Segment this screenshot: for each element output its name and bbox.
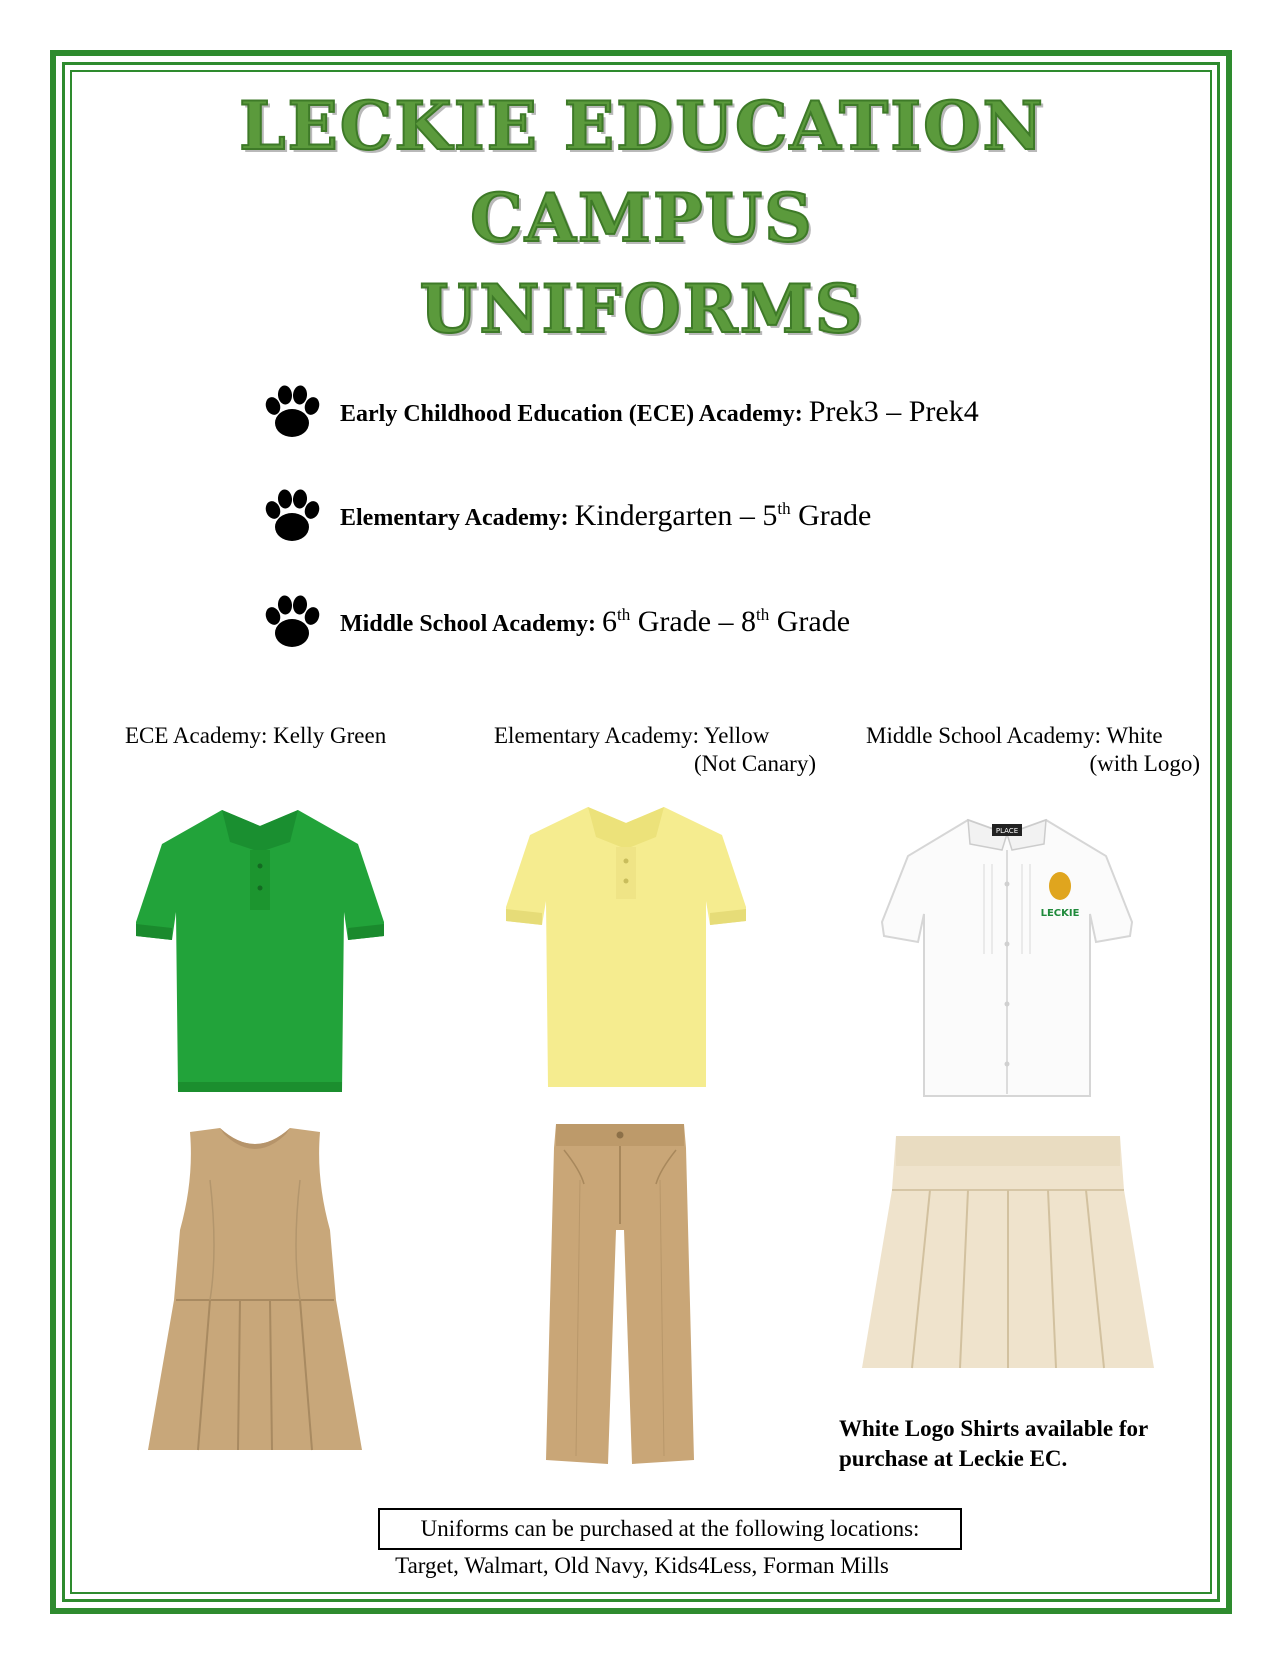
purchase-locations-box: Uniforms can be purchased at the following locations: (378, 1508, 962, 1550)
academy-name: Elementary Academy: (340, 505, 569, 531)
title-line-2: CAMPUS (470, 179, 814, 257)
academy-name: Middle School Academy: (340, 611, 596, 637)
svg-text:PLACE: PLACE (995, 827, 1019, 835)
academy-row-elementary (262, 484, 871, 548)
academy-range: Prek3 – Prek4 (808, 395, 979, 428)
paw-print-icon (262, 382, 322, 442)
middle-column-label: Middle School Academy: White (with Logo) (866, 723, 1200, 776)
yellow-polo-image (496, 795, 756, 1091)
academy-range: 6th Grade – 8th Grade (602, 605, 851, 638)
logo-shirt-note: White Logo Shirts available for purchase at Leckie EC. (839, 1416, 1149, 1471)
store-list: Target, Walmart, Old Navy, Kids4Less, Forman Mills (395, 1553, 889, 1578)
paw-print-icon (262, 592, 322, 652)
khaki-jumper-dress-image (140, 1120, 370, 1460)
white-logo-blouse-image (874, 804, 1140, 1104)
paw-print-icon (262, 486, 322, 546)
ece-column-label: ECE Academy: Kelly Green (125, 723, 387, 748)
academy-row-ece (262, 380, 979, 444)
title-line-3: UNIFORMS (419, 270, 865, 348)
academy-row-middle (262, 590, 850, 654)
academy-name: Early Childhood Education (ECE) Academy: (340, 401, 803, 427)
light-khaki-skirt-image (858, 1130, 1158, 1380)
kelly-green-polo-image (130, 800, 390, 1096)
svg-text:LECKIE: LECKIE (1040, 908, 1080, 919)
title-line-1: LECKIE EDUCATION (239, 87, 1045, 165)
khaki-pants-image (540, 1120, 700, 1470)
academy-range: Kindergarten – 5th Grade (574, 499, 872, 532)
elementary-column-label: Elementary Academy: Yellow (Not Canary) (494, 723, 816, 776)
